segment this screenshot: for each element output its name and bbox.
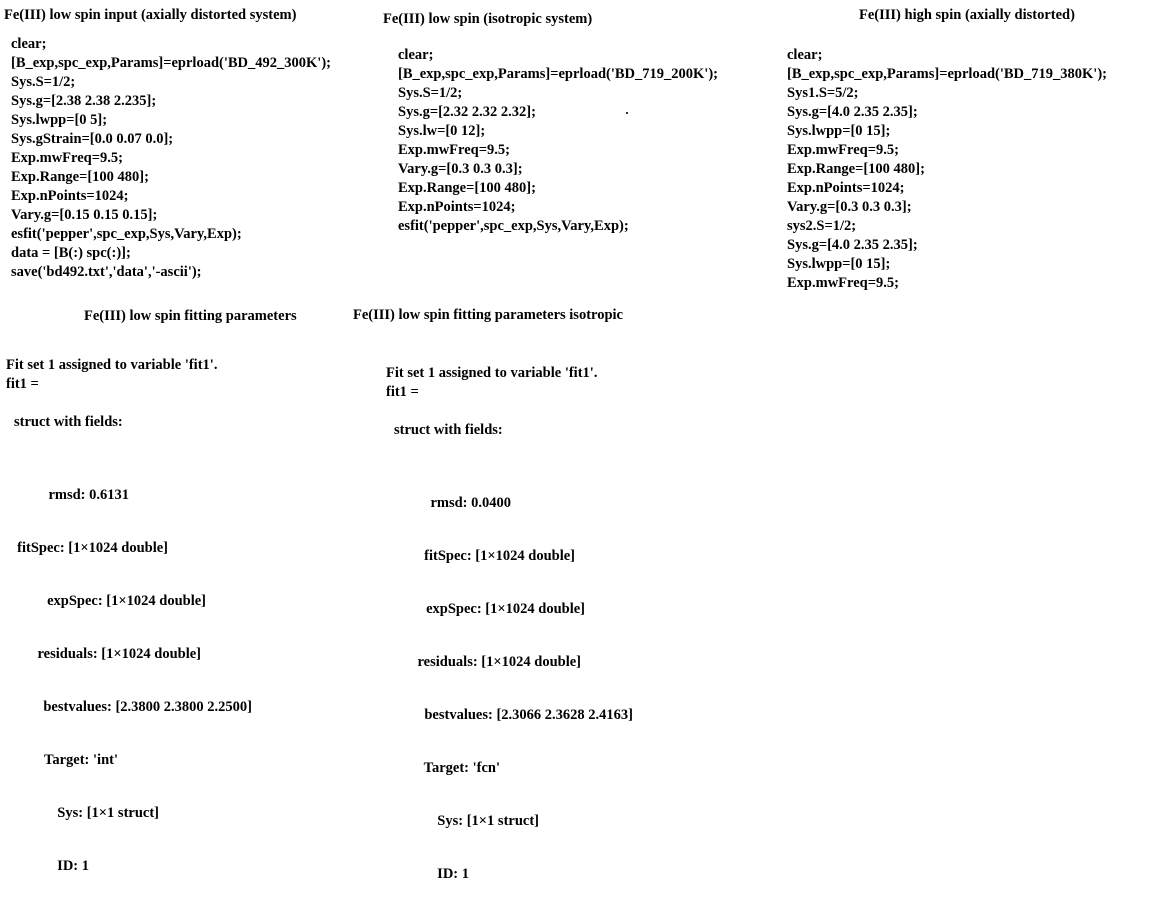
code-line: sys2.S=1/2; (787, 218, 857, 234)
code-line: clear; (787, 47, 823, 63)
code-line: Sys.g=[4.0 2.35 2.35]; (787, 237, 918, 253)
code-line: Sys.g=[2.32 2.32 2.32]; (398, 104, 536, 120)
heading-isotropic: Fe(III) low spin (isotropic system) (383, 11, 593, 27)
struct-label: struct with fields: (14, 414, 123, 430)
fit-variable-label: fit1 = (6, 376, 39, 392)
code-line: Vary.g=[0.3 0.3 0.3]; (787, 199, 912, 215)
code-line: [B_exp,spc_exp,Params]=eprload('BD_719_380K'); (787, 66, 1107, 82)
code-line: Exp.mwFreq=9.5; (11, 150, 123, 166)
code-line: Exp.Range=[100 480]; (11, 169, 149, 185)
fit-fields-axial (0, 452, 252, 893)
heading-fit-params-iso: Fe(III) low spin fitting parameters isotropic (353, 307, 623, 323)
field-sys: Sys: [1×1 struct] (437, 813, 539, 829)
code-line: Sys.lwpp=[0 5]; (11, 112, 108, 128)
fit-assigned-message: Fit set 1 assigned to variable 'fit1'. (6, 357, 218, 373)
field-rmsd: rmsd: 0.0400 (430, 495, 511, 511)
field-bestvalues: bestvalues: [2.3066 2.3628 2.4163] (424, 707, 633, 723)
field-fitspec: fitSpec: [1×1024 double] (424, 548, 575, 564)
code-line: Vary.g=[0.15 0.15 0.15]; (11, 207, 158, 223)
field-target: Target: 'fcn' (423, 760, 500, 776)
code-block-axial (11, 35, 331, 282)
code-line: Exp.Range=[100 480]; (787, 161, 925, 177)
code-line: Sys.gStrain=[0.0 0.07 0.0]; (11, 131, 174, 147)
code-line: Sys.S=1/2; (398, 85, 463, 101)
field-id: ID: 1 (437, 866, 469, 882)
code-line: [B_exp,spc_exp,Params]=eprload('BD_719_200K'); (398, 66, 718, 82)
code-line: clear; (398, 47, 434, 63)
fit-variable-label: fit1 = (386, 384, 419, 400)
stray-dot (626, 112, 628, 114)
fit-fields-iso (380, 460, 633, 901)
struct-label: struct with fields: (394, 422, 503, 438)
heading-high-spin: Fe(III) high spin (axially distorted) (859, 7, 1075, 23)
code-line: Sys.g=[2.38 2.38 2.235]; (11, 93, 157, 109)
code-line: clear; (11, 36, 47, 52)
code-line: Sys.g=[4.0 2.35 2.35]; (787, 104, 918, 120)
field-residuals: residuals: [1×1024 double] (37, 646, 201, 662)
field-residuals: residuals: [1×1024 double] (417, 654, 581, 670)
code-line: save('bd492.txt','data','-ascii'); (11, 264, 202, 280)
code-line: Vary.g=[0.3 0.3 0.3]; (398, 161, 523, 177)
code-line: Sys.S=1/2; (11, 74, 76, 90)
field-sys: Sys: [1×1 struct] (57, 805, 159, 821)
field-id: ID: 1 (57, 858, 89, 874)
code-line: Exp.Range=[100 480]; (398, 180, 536, 196)
heading-axial-input: Fe(III) low spin input (axially distorted system) (4, 7, 297, 23)
field-expspec: expSpec: [1×1024 double] (426, 601, 585, 617)
heading-fit-params-axial: Fe(III) low spin fitting parameters (84, 308, 297, 324)
code-block-isotropic (398, 46, 718, 236)
code-line: Sys.lw=[0 12]; (398, 123, 486, 139)
fit-assigned-message: Fit set 1 assigned to variable 'fit1'. (386, 365, 598, 381)
code-line: [B_exp,spc_exp,Params]=eprload('BD_492_300K'); (11, 55, 331, 71)
code-line: data = [B(:) spc(:)]; (11, 245, 131, 261)
code-line: Exp.nPoints=1024; (787, 180, 905, 196)
field-expspec: expSpec: [1×1024 double] (47, 593, 206, 609)
code-block-high-spin (787, 46, 1107, 293)
code-line: Sys.lwpp=[0 15]; (787, 256, 891, 272)
code-line: Exp.mwFreq=9.5; (787, 142, 899, 158)
code-line: Exp.mwFreq=9.5; (787, 275, 899, 291)
code-line: Exp.nPoints=1024; (11, 188, 129, 204)
field-rmsd: rmsd: 0.6131 (48, 487, 129, 503)
code-line: Exp.mwFreq=9.5; (398, 142, 510, 158)
field-target: Target: 'int' (44, 752, 118, 768)
code-line: esfit('pepper',spc_exp,Sys,Vary,Exp); (11, 226, 242, 242)
code-line: esfit('pepper',spc_exp,Sys,Vary,Exp); (398, 218, 629, 234)
field-fitspec: fitSpec: [1×1024 double] (17, 540, 168, 556)
field-bestvalues: bestvalues: [2.3800 2.3800 2.2500] (43, 699, 252, 715)
code-line: Exp.nPoints=1024; (398, 199, 516, 215)
code-line: Sys1.S=5/2; (787, 85, 859, 101)
code-line: Sys.lwpp=[0 15]; (787, 123, 891, 139)
